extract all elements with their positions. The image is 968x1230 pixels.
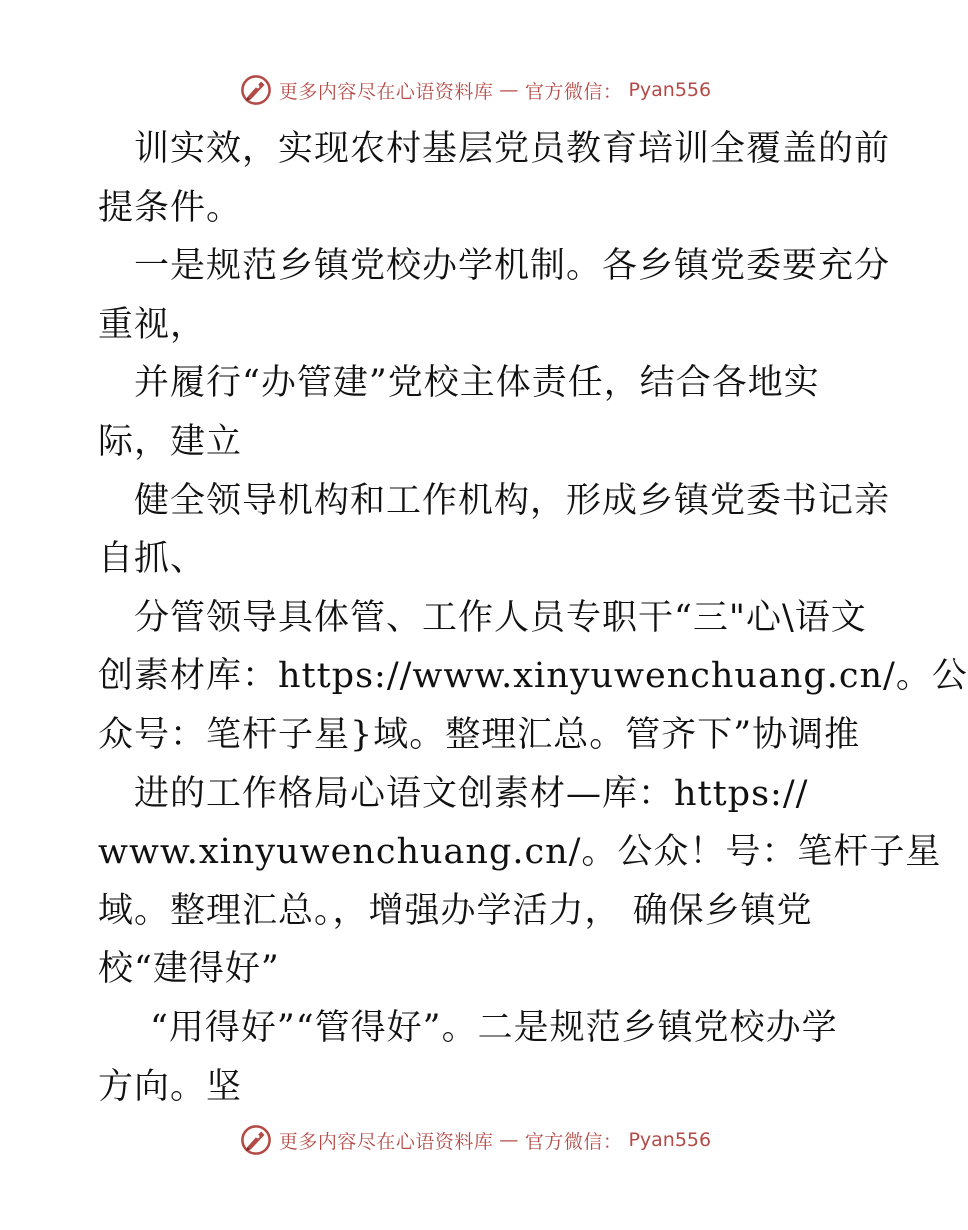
body-line: 众号：笔杆子星}域。整理汇总。管齐下”协调推: [98, 714, 861, 755]
body-line: 域。整理汇总。，增强办学活力， 确保乡镇党: [98, 890, 813, 931]
body-line: 创素材库：https://www.xinyuwenchuang.cn/。公: [98, 656, 968, 697]
body-line: 校“建得好”: [98, 949, 280, 990]
body-line: 健全领导机构和工作机构，形成乡镇党委书记亲: [134, 480, 891, 521]
body-line: 提条件。: [98, 187, 243, 228]
header-wechat-id: Pyan556: [628, 79, 712, 101]
body-line: 重视，: [98, 304, 207, 345]
header-wechat-label: 官方微信：: [524, 80, 623, 103]
footer-wechat-label: 官方微信：: [524, 1130, 623, 1153]
body-line: 自抓、: [98, 539, 207, 580]
footer-wechat-id: Pyan556: [628, 1129, 712, 1151]
body-line: www.xinyuwenchuang.cn/。公众！号：笔杆子星: [98, 832, 942, 873]
footer-banner: [0, 1120, 950, 1160]
header-brand-text: 更多内容尽在心语资料库: [278, 80, 494, 103]
document-body: [98, 120, 968, 1116]
footer-brand-text: 更多内容尽在心语资料库: [278, 1130, 494, 1153]
body-line: 并履行“办管建”党校主体责任，结合各地实: [134, 363, 820, 404]
body-line: 方向。坚: [98, 1066, 243, 1107]
header-dash: —: [499, 79, 519, 101]
body-line: 一是规范乡镇党校办学机制。各乡镇党委要充分: [134, 246, 891, 287]
header-banner: [0, 70, 950, 110]
body-line: 分管领导具体管、工作人员专职干“三"心\语文: [134, 597, 867, 638]
body-line: 进的工作格局心语文创素材—库：https://: [134, 773, 809, 814]
body-line: 际，建立: [98, 421, 243, 462]
footer-dash: —: [499, 1129, 519, 1151]
body-line: 训实效，实现农村基层党员教育培训全覆盖的前: [134, 129, 891, 169]
pen-logo-icon: [239, 1123, 273, 1157]
body-line: “用得好”“管得好”。二是规范乡镇党校办学: [150, 1007, 838, 1048]
pen-logo-icon: [239, 73, 273, 107]
